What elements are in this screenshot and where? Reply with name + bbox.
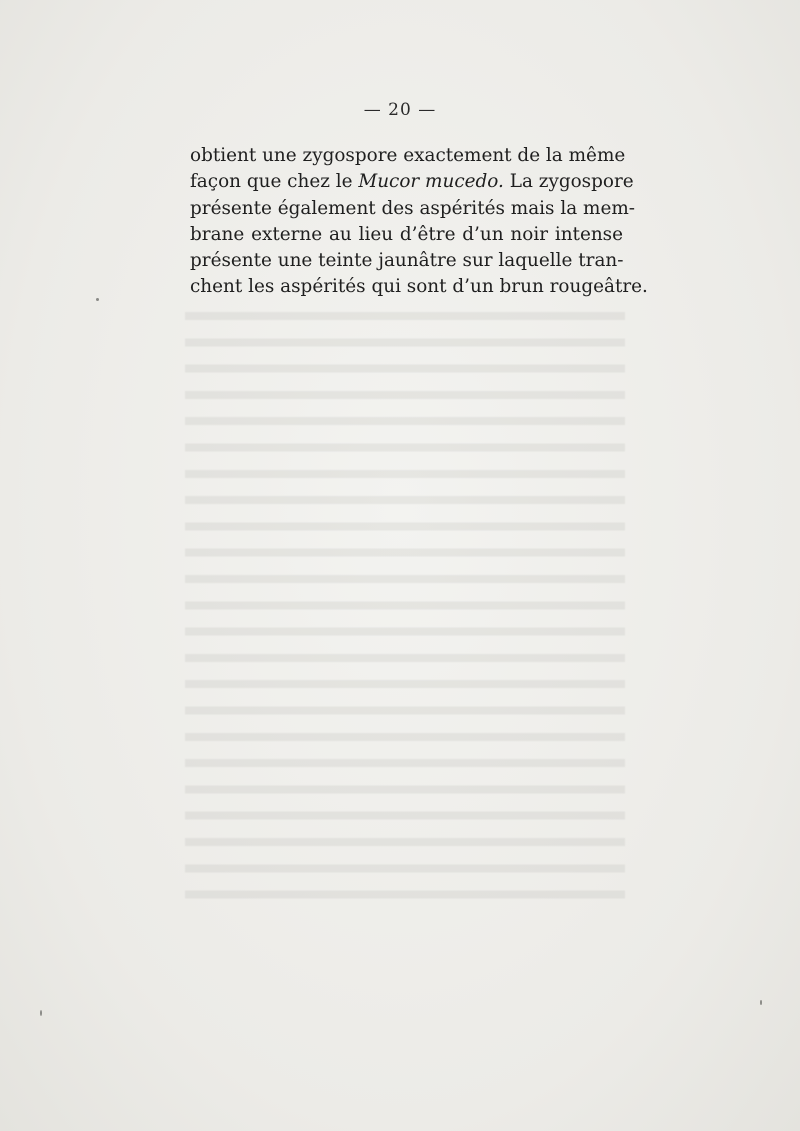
text-line-2 (190, 169, 634, 195)
paragraph (190, 143, 648, 301)
text-line-6: chent les aspérités qui sont d’un brun rougeâtre. (190, 276, 648, 298)
text-line-5: présente une teinte jaunâtre sur laquelle tran- (190, 250, 624, 272)
show-through-text (185, 300, 625, 910)
text-line-4: brane externe au lieu d’être d’un noir intense (190, 223, 623, 245)
paper-speck (40, 1010, 42, 1016)
text-line-1: obtient une zygospore exactement de la même (190, 145, 626, 166)
text-line-2-end: La zygospore (503, 171, 634, 193)
paper-speck (96, 298, 99, 301)
text-line-3: présente également des aspérités mais la mem- (190, 197, 635, 219)
paper-speck (760, 1000, 762, 1005)
page-number: — 20 — (363, 100, 437, 120)
text-line-2-start: façon que chez le (190, 171, 359, 193)
species-name: Mucor mucedo. (358, 171, 504, 193)
